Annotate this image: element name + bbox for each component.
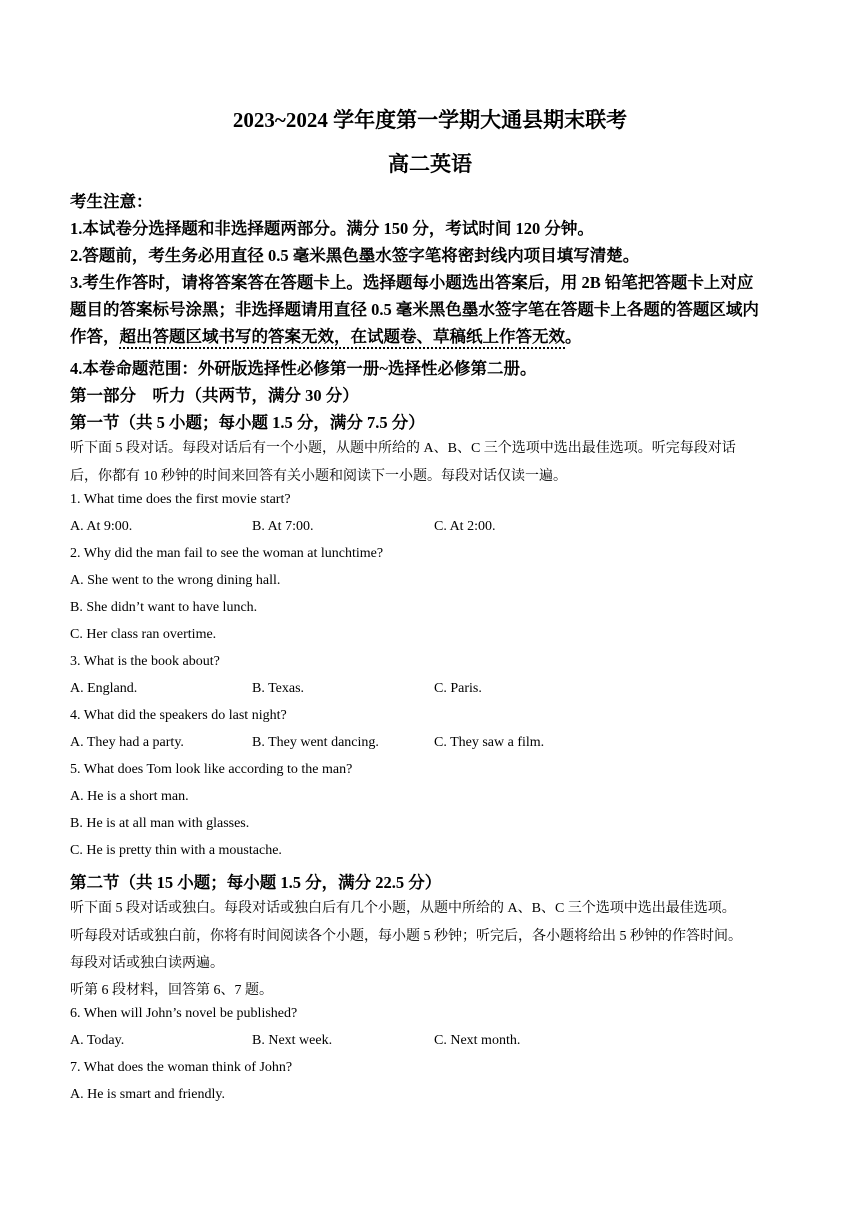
section-2-instructions-line-3: 每段对话或独白读两遍。 [70,956,224,971]
notice-item-3-suffix: 。 [565,327,582,346]
material-6-instruction: 听第 6 段材料，回答第 6、7 题。 [70,983,273,998]
question-4-option-b: B. They went dancing. [252,735,379,750]
section-1-heading: 第一节（共 5 小题；每小题 1.5 分，满分 7.5 分） [70,413,425,432]
question-5-option-a: A. He is a short man. [70,789,189,804]
question-6-option-b: B. Next week. [252,1033,333,1048]
question-2-option-b: B. She didn’t want to have lunch. [70,600,258,615]
notice-item-3-line-3 [70,323,582,347]
notice-item-4: 4.本卷命题范围：外研版选择性必修第一册~选择性必修第二册。 [70,359,537,378]
question-1-option-a: A. At 9:00. [70,519,133,534]
section-1-instructions-line-2: 后，你都有 10 秒钟的时间来回答有关小题和阅读下一小题。每段对话仅读一遍。 [70,469,567,484]
question-2: 2. Why did the man fail to see the woman at lunchtime? [70,546,384,561]
exam-subject: 高二英语 [388,152,472,176]
question-1-option-b: B. At 7:00. [252,519,314,534]
notice-item-3-emphasis: 超出答题区域书写的答案无效，在试题卷、草稿纸上作答无效 [119,327,565,346]
question-7-option-a: A. He is smart and friendly. [70,1087,225,1102]
notice-item-3-line-1: 3.考生作答时，请将答案答在答题卡上。选择题每小题选出答案后，用 2B 铅笔把答题卡上对应 [70,273,754,292]
question-4: 4. What did the speakers do last night? [70,708,287,723]
question-1: 1. What time does the first movie start? [70,492,291,507]
question-5-option-c: C. He is pretty thin with a moustache. [70,843,282,858]
notice-heading: 考生注意： [70,192,153,211]
question-3-option-a: A. England. [70,681,138,696]
question-3-option-c: C. Paris. [434,681,482,696]
notice-item-3-line-2: 题目的答案标号涂黑；非选择题请用直径 0.5 毫米黑色墨水签字笔在答题卡上各题的答题区域内 [70,300,759,319]
part-1-heading: 第一部分 听力（共两节，满分 30 分） [70,386,359,405]
notice-item-1: 1.本试卷分选择题和非选择题两部分。满分 150 分，考试时间 120 分钟。 [70,219,594,238]
question-4-option-c: C. They saw a film. [434,735,545,750]
question-7: 7. What does the woman think of John? [70,1060,293,1075]
question-6: 6. When will John’s novel be published? [70,1006,298,1021]
section-2-instructions-line-1: 听下面 5 段对话或独白。每段对话或独白后有几个小题，从题中所给的 A、B、C 三个选项中选出最佳选项。 [70,901,736,916]
question-2-option-c: C. Her class ran overtime. [70,627,217,642]
question-5-option-b: B. He is at all man with glasses. [70,816,250,831]
section-2-heading: 第二节（共 15 小题；每小题 1.5 分，满分 22.5 分） [70,873,442,892]
notice-item-2: 2.答题前，考生务必用直径 0.5 毫米黑色墨水签字笔将密封线内项目填写清楚。 [70,246,640,265]
question-5: 5. What does Tom look like according to the man? [70,762,353,777]
section-1-instructions-line-1: 听下面 5 段对话。每段对话后有一个小题，从题中所给的 A、B、C 三个选项中选出最佳选项。听完每段对话 [70,441,736,456]
question-6-option-c: C. Next month. [434,1033,521,1048]
exam-title: 2023~2024 学年度第一学期大通县期末联考 [232,108,628,132]
question-6-option-a: A. Today. [70,1033,125,1048]
question-2-option-a: A. She went to the wrong dining hall. [70,573,281,588]
question-3: 3. What is the book about? [70,654,220,669]
question-1-option-c: C. At 2:00. [434,519,496,534]
question-4-option-a: A. They had a party. [70,735,184,750]
notice-item-3-prefix: 作答， [70,327,120,346]
question-3-option-b: B. Texas. [252,681,305,696]
section-2-instructions-line-2: 听每段对话或独白前，你将有时间阅读各个小题，每小题 5 秒钟；听完后，各小题将给出 5 秒钟的作答时间。 [70,929,742,944]
